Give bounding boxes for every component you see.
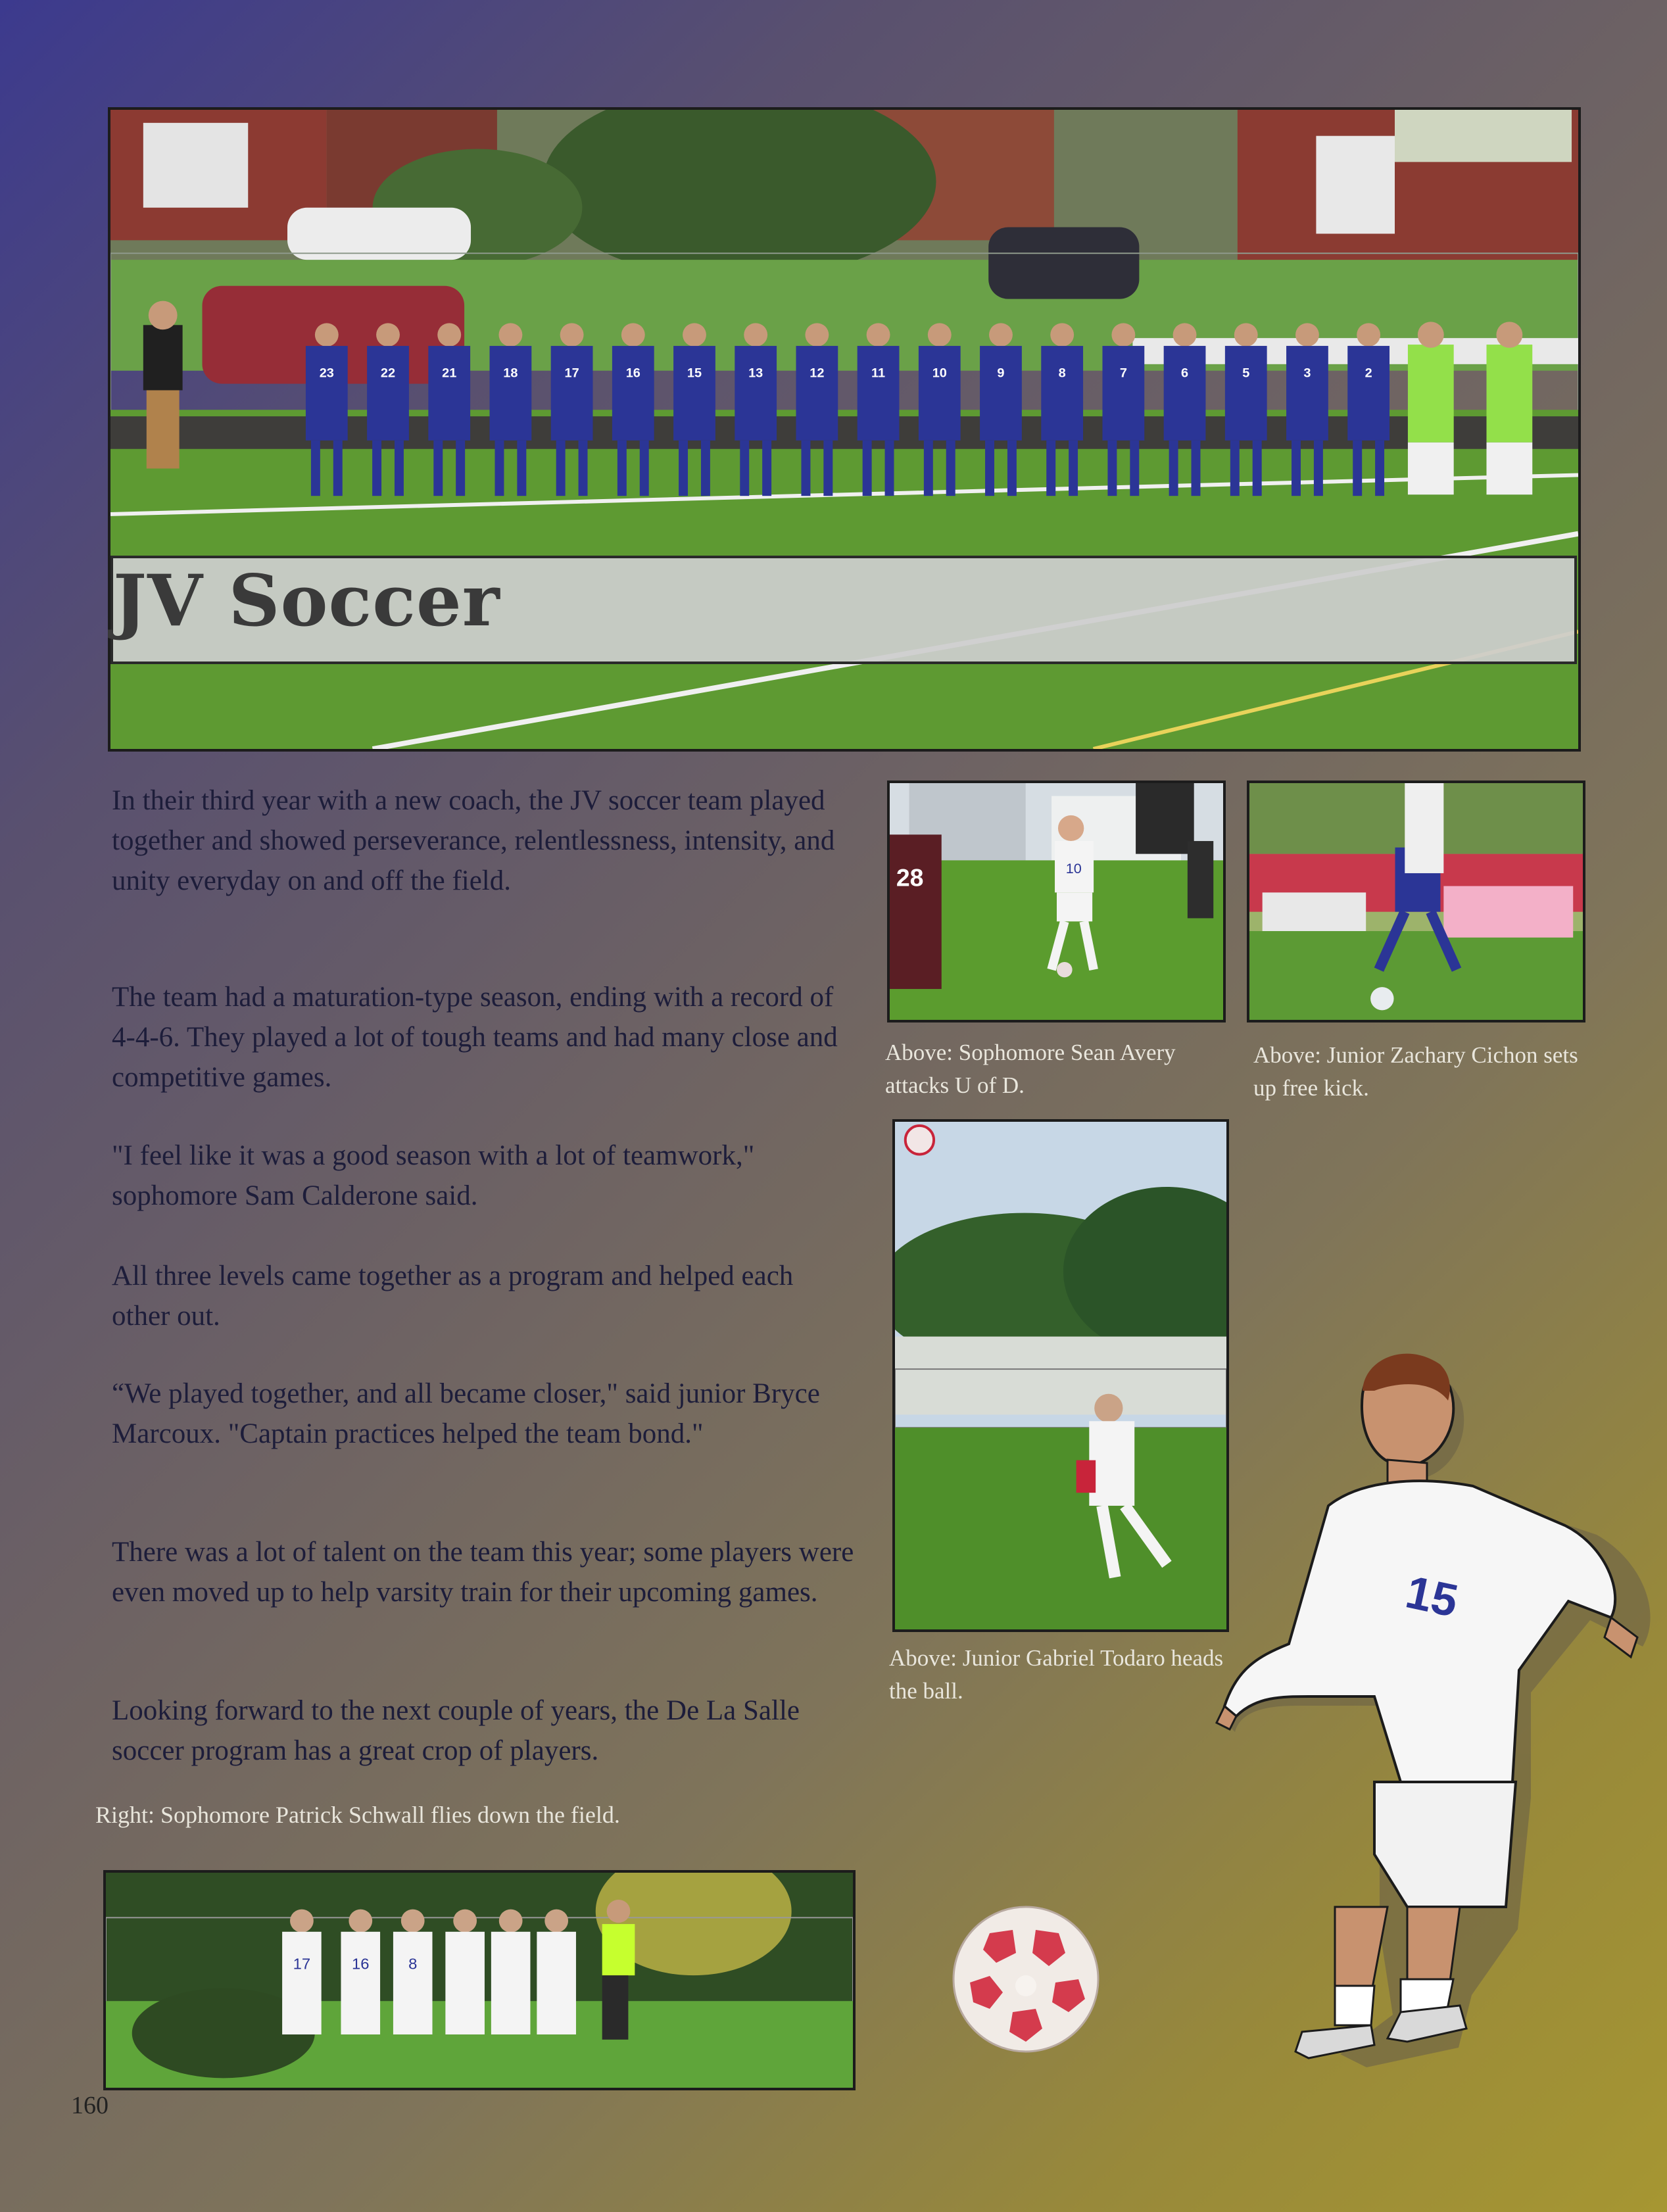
huddle-jersey-number: 16 — [352, 1956, 370, 1973]
patrick-schwall-jersey-number: 15 — [1401, 1566, 1462, 1627]
body-paragraph: Looking forward to the next couple of years, the De La Salle soccer program has a great crop of players. — [112, 1695, 800, 1766]
lineup-jersey-number: 23 — [319, 366, 334, 381]
lineup-jersey-number: 18 — [503, 366, 518, 381]
opponent-jersey-number: 28 — [896, 863, 924, 892]
lineup-jersey-number: 15 — [687, 366, 702, 381]
lineup-jersey-number: 17 — [564, 366, 579, 381]
caption-patrick-schwall: Right: Sophomore Patrick Schwall flies down the field. — [95, 1802, 620, 1828]
lineup-jersey-number: 5 — [1242, 366, 1250, 381]
lineup-jersey-number: 16 — [625, 366, 640, 381]
body-paragraph: In their third year with a new coach, the JV soccer team played together and showed perseverance, relentlessness, intensity, and unity everyday on and off the field. — [112, 785, 835, 896]
sean-avery-photo — [887, 781, 1226, 1022]
huddle-jersey-number: 17 — [293, 1956, 311, 1973]
caption-zachary-cichon: Above: Junior Zachary Cichon sets up free kick. — [1253, 1042, 1578, 1101]
lineup-jersey-number: 2 — [1365, 366, 1372, 381]
gabriel-todaro-image — [895, 1122, 1226, 1629]
lineup-jersey-number: 13 — [748, 366, 763, 381]
caption-sean-avery: Above: Sophomore Sean Avery attacks U of D. — [885, 1040, 1176, 1098]
sean-avery-jersey-number: 10 — [1065, 860, 1082, 877]
team-huddle-photo — [103, 1870, 856, 2090]
caption-gabriel-todaro: Above: Junior Gabriel Todaro heads the ball. — [889, 1645, 1224, 1704]
body-paragraph: The team had a maturation-type season, ending with a record of 4-4-6. They played a lot of tough teams and had many close and competitive games. — [112, 982, 838, 1093]
body-paragraph: All three levels came together as a program and helped each other out. — [112, 1261, 794, 1332]
lineup-jersey-number: 11 — [871, 366, 886, 381]
lineup-jersey-number: 9 — [997, 366, 1005, 381]
team-huddle-image — [106, 1873, 853, 2088]
lineup-jersey-number: 10 — [932, 366, 947, 381]
huddle-jersey-number: 8 — [408, 1956, 418, 1973]
body-paragraph: “We played together, and all became closer," said junior Bryce Marcoux. "Captain practices helped the team bond." — [112, 1378, 820, 1449]
soccer-ball-graphic — [950, 1904, 1101, 2055]
lineup-jersey-number: 6 — [1181, 366, 1189, 381]
patrick-schwall-cutout — [1210, 1328, 1664, 2111]
zachary-cichon-photo — [1247, 781, 1585, 1022]
lineup-jersey-number: 21 — [442, 366, 457, 381]
body-paragraph: "I feel like it was a good season with a lot of teamwork," sophomore Sam Calderone said. — [112, 1140, 755, 1211]
lineup-jersey-number: 22 — [380, 366, 396, 381]
body-paragraph: There was a lot of talent on the team this year; some players were even moved up to help varsity train for their upcoming games. — [112, 1537, 854, 1608]
lineup-jersey-number: 12 — [809, 366, 825, 381]
page-number: 160 — [71, 2092, 109, 2119]
gabriel-todaro-photo — [892, 1119, 1229, 1632]
page-title: JV Soccer — [113, 560, 500, 642]
sean-avery-image — [890, 783, 1223, 1020]
lineup-jersey-number: 3 — [1303, 366, 1311, 381]
lineup-jersey-number: 8 — [1058, 366, 1066, 381]
lineup-jersey-number: 7 — [1119, 366, 1127, 381]
zachary-cichon-image — [1249, 783, 1583, 1020]
